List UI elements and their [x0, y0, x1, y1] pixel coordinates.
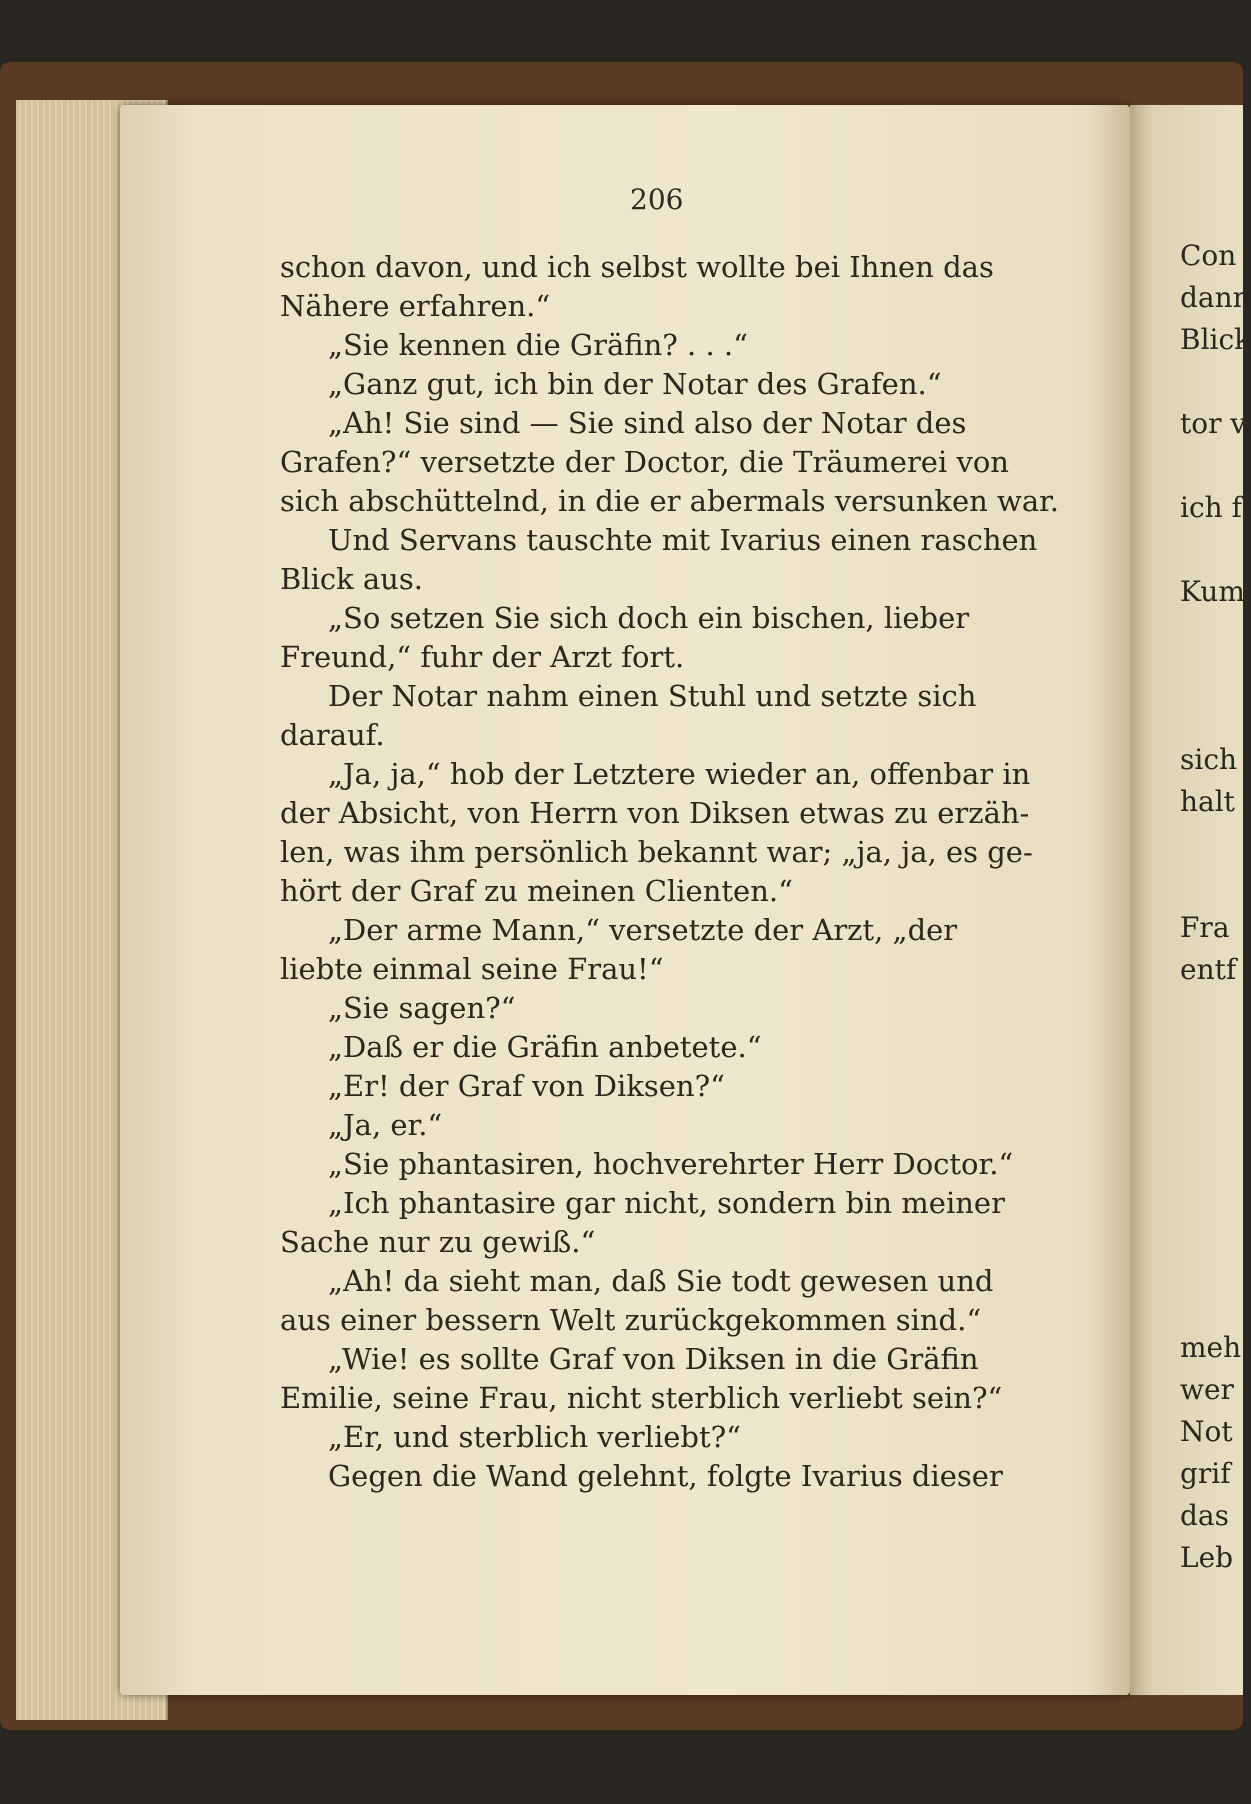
right-page-fragment: Not	[1180, 1415, 1233, 1448]
text-line: Und Servans tauschte mit Ivarius einen raschen	[328, 523, 1038, 557]
text-line: Sache nur zu gewiß.“	[280, 1225, 596, 1259]
text-line: darauf.	[280, 718, 385, 752]
page-number: 206	[630, 183, 684, 216]
text-line: len, was ihm persönlich bekannt war; „ja, ja, es ge-	[280, 835, 1033, 869]
right-page-fragment: sich	[1180, 743, 1238, 776]
text-line: aus einer bessern Welt zurückgekommen sind.“	[280, 1303, 982, 1337]
text-line: „So setzen Sie sich doch ein bischen, lieber	[328, 601, 970, 635]
text-line: „Er! der Graf von Diksen?“	[328, 1069, 725, 1103]
text-line: sich abschüttelnd, in die er abermals versunken war.	[280, 484, 1060, 518]
right-page-fragment: wer	[1180, 1373, 1234, 1406]
text-line: Der Notar nahm einen Stuhl und setzte sich	[328, 679, 977, 713]
page-body-text	[280, 248, 1090, 1496]
text-line: schon davon, und ich selbst wollte bei Ihnen das	[280, 250, 994, 284]
right-page-fragment	[1180, 823, 1243, 865]
right-page-fragment: Leb	[1180, 1541, 1234, 1574]
right-page-fragment: Fra	[1180, 911, 1230, 944]
text-line: „Ja, ja,“ hob der Letztere wieder an, offenbar in	[328, 757, 1031, 791]
text-line: Blick aus.	[280, 562, 423, 596]
text-line: „Ja, er.“	[328, 1108, 443, 1142]
right-page-fragment	[1180, 361, 1243, 403]
text-line: Emilie, seine Frau, nicht sterblich verliebt sein?“	[280, 1381, 1003, 1415]
right-page-fragment: dann	[1180, 281, 1251, 314]
right-page-fragment: meh	[1180, 1331, 1242, 1364]
right-page-fragment	[1180, 529, 1243, 571]
right-page-fragment: grif	[1180, 1457, 1231, 1490]
right-page-fragment	[1180, 865, 1243, 907]
text-line: „Sie sagen?“	[328, 991, 516, 1025]
text-line: „Der arme Mann,“ versetzte der Arzt, „der	[328, 913, 958, 947]
text-line: der Absicht, von Herrn von Diksen etwas zu erzäh-	[280, 796, 1030, 830]
right-page-fragment: tor v	[1180, 407, 1247, 440]
right-page-fragment	[1180, 655, 1243, 697]
text-line: „Sie phantasiren, hochverehrter Herr Doctor.“	[328, 1147, 1014, 1181]
text-line: Nähere erfahren.“	[280, 289, 551, 323]
text-line: „Ganz gut, ich bin der Notar des Grafen.“	[328, 367, 942, 401]
text-line: Grafen?“ versetzte der Doctor, die Träumerei von	[280, 445, 1009, 479]
right-page-fragment	[1180, 1075, 1243, 1117]
right-page-fragment: ich f	[1180, 491, 1242, 524]
right-page-fragment	[1180, 1285, 1243, 1327]
text-line: „Sie kennen die Gräfin? . . .“	[328, 328, 748, 362]
right-page-fragment: Blick	[1180, 323, 1251, 356]
right-page-fragment: das	[1180, 1499, 1229, 1532]
right-page-fragment: halt	[1180, 785, 1235, 818]
right-page-fragment: Con	[1180, 239, 1237, 272]
text-line: „Wie! es sollte Graf von Diksen in die Gräfin	[328, 1342, 979, 1376]
text-line: Freund,“ fuhr der Arzt fort.	[280, 640, 685, 674]
text-line: „Ah! da sieht man, daß Sie todt gewesen und	[328, 1264, 994, 1298]
text-line: „Ah! Sie sind — Sie sind also der Notar des	[328, 406, 967, 440]
right-page-fragment	[1180, 1033, 1243, 1075]
right-page-fragment	[1180, 991, 1243, 1033]
text-line: Gegen die Wand gelehnt, folgte Ivarius dieser	[328, 1459, 1003, 1493]
right-page-fragment	[1180, 1159, 1243, 1201]
text-line: „Daß er die Gräfin anbetete.“	[328, 1030, 762, 1064]
right-page-text-fragments	[1180, 235, 1251, 1579]
right-page-fragment: entf	[1180, 953, 1237, 986]
right-page-fragment	[1180, 1117, 1243, 1159]
right-page-fragment	[1180, 697, 1243, 739]
right-page-fragment	[1180, 1201, 1243, 1243]
right-page-fragment	[1180, 1243, 1243, 1285]
text-line: „Ich phantasire gar nicht, sondern bin meiner	[328, 1186, 1005, 1220]
right-page-fragment	[1180, 445, 1243, 487]
right-page-fragment: Kum	[1180, 575, 1245, 608]
text-line: liebte einmal seine Frau!“	[280, 952, 664, 986]
text-line: „Er, und sterblich verliebt?“	[328, 1420, 741, 1454]
right-page-fragment	[1180, 613, 1243, 655]
text-line: hört der Graf zu meinen Clienten.“	[280, 874, 793, 908]
